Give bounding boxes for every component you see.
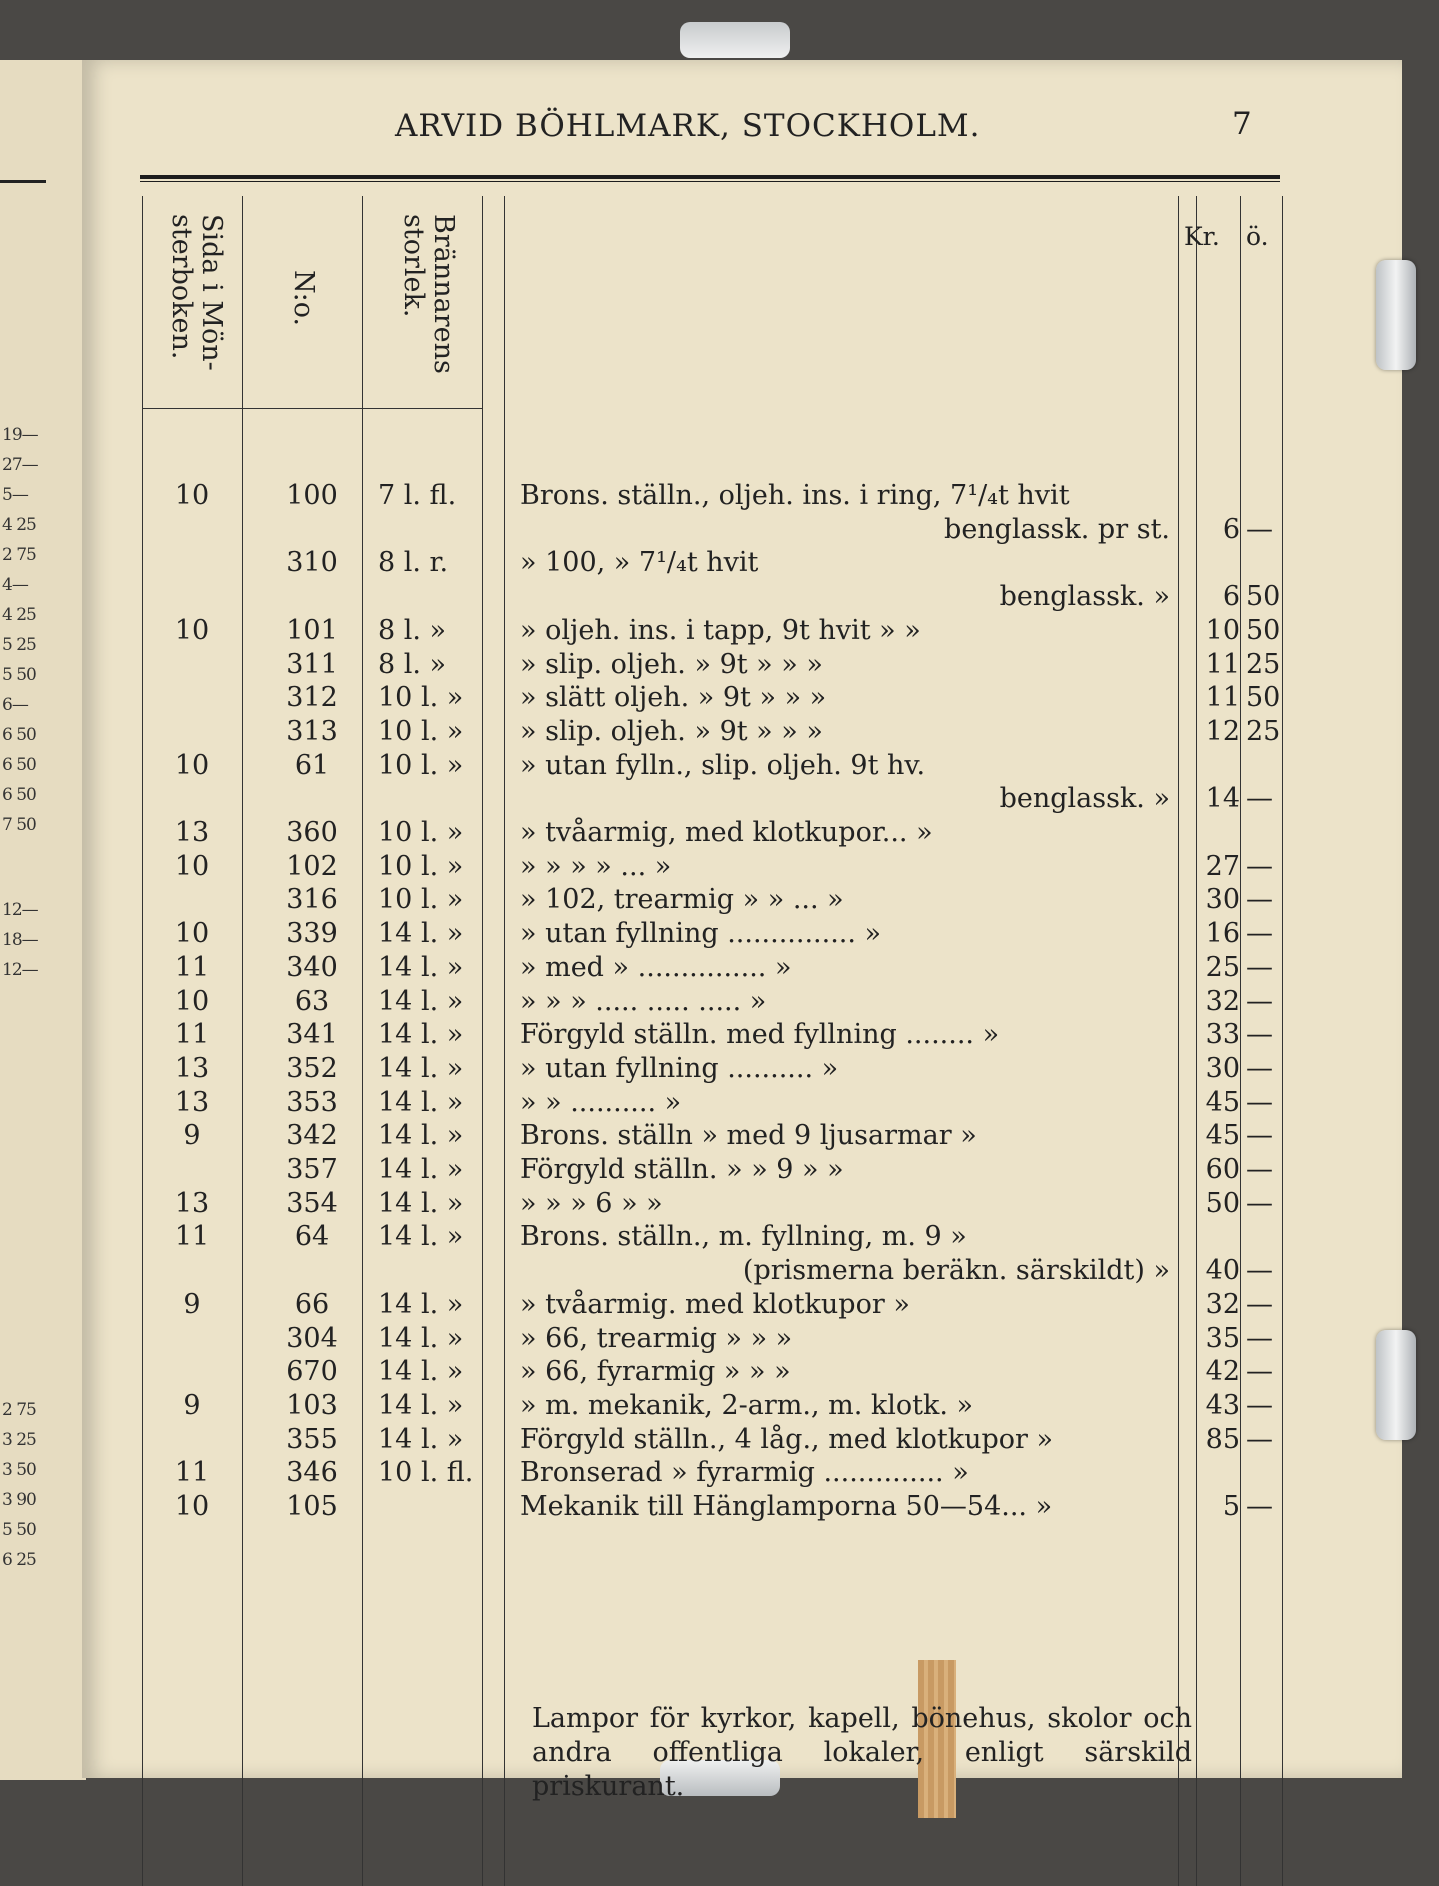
header-rule (140, 175, 1280, 179)
binding-clip-right-bottom (1376, 1330, 1416, 1440)
cell-sida: 13 (174, 1052, 210, 1084)
cell-description: Brons. ställn., oljeh. ins. i ring, 7¹/₄t hvit (520, 480, 1070, 511)
binding-clip-top (680, 22, 790, 58)
cell-nr: 103 (286, 1389, 338, 1421)
cell-sida: 10 (174, 918, 210, 950)
binding-clip-right-top (1376, 260, 1416, 370)
cell-ore: — (1246, 783, 1273, 815)
cell-ore: — (1246, 1491, 1273, 1522)
cell-sida: 13 (174, 1086, 210, 1118)
cell-ore: 25 (1246, 648, 1281, 680)
left-margin-number: 12— (2, 900, 38, 920)
cell-storlek: 14 l. » (378, 1086, 464, 1118)
cell-storlek: 14 l. » (378, 1288, 464, 1320)
cell-nr: 310 (286, 547, 338, 579)
cell-sida: 9 (183, 1120, 201, 1152)
cell-nr: 64 (294, 1221, 330, 1253)
cell-ore: — (1246, 985, 1273, 1017)
column-header-ore: ö. (1246, 222, 1269, 251)
cell-sida: 11 (174, 951, 210, 983)
cell-storlek: 14 l. » (378, 1389, 464, 1421)
cell-kr: 14 (1205, 783, 1240, 815)
cell-description: Förgyld ställn. » » 9 » » (520, 1154, 844, 1185)
left-margin-number: 4— (2, 575, 28, 595)
cell-storlek: 14 l. » (378, 985, 464, 1017)
header-divider (142, 408, 482, 409)
cell-description: Förgyld ställn., 4 låg., med klotkupor » (520, 1423, 1054, 1455)
cell-nr: 357 (286, 1154, 338, 1185)
cell-nr: 354 (286, 1187, 338, 1219)
cell-description: » m. mekanik, 2-arm., m. klotk. » (520, 1389, 974, 1421)
column-divider (504, 196, 505, 1886)
cell-description: benglassk. » (999, 783, 1170, 815)
cell-kr: 30 (1205, 1052, 1240, 1084)
column-divider (1178, 196, 1179, 1886)
cell-kr: 11 (1205, 682, 1240, 714)
cell-description: Bronserad » fyrarmig .............. » (520, 1457, 969, 1489)
cell-kr: 40 (1205, 1255, 1240, 1287)
cell-kr: 6 (1222, 513, 1240, 545)
cell-storlek: 7 l. fl. (378, 480, 457, 511)
column-divider (482, 196, 483, 1886)
cell-storlek: 10 l. » (378, 817, 464, 848)
cell-description: » » » ..... ..... ..... » (520, 985, 767, 1017)
cell-kr: 27 (1205, 850, 1240, 882)
cell-storlek: 10 l. » (378, 850, 464, 882)
left-margin-number: 5 50 (2, 1520, 36, 1540)
cell-ore: — (1246, 1288, 1273, 1320)
column-header-storlek: Brännarens storlek. (398, 214, 459, 374)
cell-nr: 102 (286, 850, 338, 882)
left-margin-number: 5 50 (2, 665, 36, 685)
cell-sida: 9 (183, 1288, 201, 1320)
left-page-rule (0, 180, 46, 183)
cell-ore: — (1246, 1120, 1273, 1152)
left-margin-number: 6 50 (2, 785, 36, 805)
cell-kr: 30 (1205, 884, 1240, 916)
cell-sida: 10 (174, 850, 210, 882)
left-margin-number: 7 50 (2, 815, 36, 835)
cell-kr: 43 (1205, 1389, 1240, 1421)
cell-storlek: 10 l. » (378, 749, 464, 781)
cell-description: » slätt oljeh. » 9t » » » (520, 682, 827, 714)
cell-storlek: 14 l. » (378, 1120, 464, 1152)
column-divider (1240, 196, 1241, 1886)
cell-kr: 11 (1205, 648, 1240, 680)
cell-description: » utan fyllning .......... » (520, 1052, 839, 1084)
cell-ore: 50 (1246, 682, 1281, 714)
cell-nr: 66 (294, 1288, 330, 1320)
left-margin-number: 27— (2, 455, 38, 475)
cell-sida: 10 (174, 480, 210, 511)
cell-kr: 42 (1205, 1356, 1240, 1388)
cell-storlek: 14 l. » (378, 918, 464, 950)
cell-nr: 101 (286, 614, 338, 646)
header-rule-thin (140, 181, 1280, 182)
cell-kr: 35 (1205, 1322, 1240, 1354)
cell-description: » » .......... » (520, 1086, 682, 1118)
cell-nr: 105 (286, 1491, 338, 1522)
cell-description: Brons. ställn » med 9 ljusarmar » (520, 1120, 977, 1152)
column-divider (1196, 196, 1197, 1886)
left-margin-number: 6— (2, 695, 28, 715)
cell-ore: — (1246, 918, 1273, 950)
left-margin-number: 4 25 (2, 605, 36, 625)
column-header-nr: N:o. (288, 270, 319, 327)
cell-sida: 13 (174, 1187, 210, 1219)
cell-ore: — (1246, 1086, 1273, 1118)
cell-storlek: 8 l. » (378, 614, 447, 646)
cell-nr: 63 (294, 985, 330, 1017)
cell-storlek: 14 l. » (378, 1322, 464, 1354)
cell-description: benglassk. pr st. (944, 513, 1170, 545)
cell-description: » slip. oljeh. » 9t » » » (520, 648, 823, 680)
cell-storlek: 14 l. » (378, 1019, 464, 1051)
cell-description: Brons. ställn., m. fyllning, m. 9 » (520, 1221, 967, 1253)
cell-kr: 45 (1205, 1120, 1240, 1152)
cell-nr: 355 (286, 1423, 338, 1455)
cell-kr: 10 (1205, 614, 1240, 646)
cell-ore: — (1246, 1154, 1273, 1185)
cell-ore: — (1246, 1187, 1273, 1219)
cell-nr: 61 (294, 749, 330, 781)
left-margin-number: 4 25 (2, 515, 36, 535)
page-number: 7 (1232, 106, 1252, 142)
left-margin-number: 18— (2, 930, 38, 950)
cell-sida: 11 (174, 1019, 210, 1051)
cell-ore: — (1246, 1052, 1273, 1084)
cell-storlek: 14 l. » (378, 1154, 464, 1185)
cell-nr: 304 (286, 1322, 338, 1354)
cell-storlek: 10 l. » (378, 884, 464, 916)
cell-storlek: 14 l. » (378, 1187, 464, 1219)
left-margin-number: 3 25 (2, 1430, 36, 1450)
left-margin-number: 2 75 (2, 1400, 36, 1420)
cell-description: benglassk. » (999, 581, 1170, 613)
cell-description: » 100, » 7¹/₄t hvit (520, 547, 759, 579)
cell-nr: 360 (286, 817, 338, 848)
cell-sida: 11 (174, 1457, 210, 1489)
left-margin-number: 12— (2, 960, 38, 980)
cell-storlek: 10 l. fl. (378, 1457, 474, 1489)
cell-sida: 13 (174, 817, 210, 848)
cell-description: » 66, trearmig » » » (520, 1322, 793, 1354)
left-margin-number: 3 90 (2, 1490, 36, 1510)
cell-description: » » » » ... » (520, 850, 672, 882)
cell-ore: — (1246, 1019, 1273, 1051)
cell-description: » tvåarmig. med klotkupor » (520, 1288, 910, 1320)
left-margin-number: 5— (2, 485, 28, 505)
column-divider (242, 196, 243, 1886)
cell-description: » oljeh. ins. i tapp, 9t hvit » » (520, 614, 921, 646)
cell-ore: 50 (1246, 581, 1281, 613)
cell-kr: 50 (1205, 1187, 1240, 1219)
cell-nr: 316 (286, 884, 338, 916)
cell-ore: — (1246, 850, 1273, 882)
column-header-kr: Kr. (1184, 222, 1220, 251)
cell-sida: 11 (174, 1221, 210, 1253)
cell-storlek: 14 l. » (378, 1221, 464, 1253)
cell-nr: 352 (286, 1052, 338, 1084)
cell-storlek: 10 l. » (378, 715, 464, 747)
cell-storlek: 14 l. » (378, 951, 464, 983)
cell-ore: 50 (1246, 614, 1281, 646)
cell-sida: 10 (174, 749, 210, 781)
cell-sida: 10 (174, 1491, 210, 1522)
cell-storlek: 8 l. r. (378, 547, 449, 579)
cell-kr: 16 (1205, 918, 1240, 950)
column-divider (362, 196, 363, 1886)
left-margin-number: 5 25 (2, 635, 36, 655)
cell-nr: 353 (286, 1086, 338, 1118)
cell-sida: 10 (174, 985, 210, 1017)
left-margin-number: 2 75 (2, 545, 36, 565)
cell-description: » slip. oljeh. » 9t » » » (520, 715, 823, 747)
column-header-sida: Sida i Mön- sterboken. (166, 214, 227, 371)
cell-sida: 10 (174, 614, 210, 646)
cell-sida: 9 (183, 1389, 201, 1421)
cell-ore: — (1246, 1255, 1273, 1287)
cell-storlek: 8 l. » (378, 648, 447, 680)
cell-description: Förgyld ställn. med fyllning ........ » (520, 1019, 1000, 1051)
footer-note: Lampor för kyrkor, kapell, bönehus, skolor och andra offentliga lokaler, enligt särskild priskurant. (532, 1703, 1192, 1802)
cell-storlek: 14 l. » (378, 1052, 464, 1084)
cell-nr: 341 (286, 1019, 338, 1051)
cell-storlek: 14 l. » (378, 1423, 464, 1455)
cell-ore: — (1246, 1356, 1273, 1388)
page-header-title: ARVID BÖHLMARK, STOCKHOLM. (395, 108, 981, 144)
cell-kr: 25 (1205, 951, 1240, 983)
cell-kr: 32 (1205, 985, 1240, 1017)
cell-kr: 60 (1205, 1154, 1240, 1185)
left-margin-number: 6 25 (2, 1550, 36, 1570)
left-margin-number: 6 50 (2, 755, 36, 775)
cell-ore: — (1246, 951, 1273, 983)
cell-nr: 313 (286, 715, 338, 747)
left-margin-number: 6 50 (2, 725, 36, 745)
cell-description: » 102, trearmig » » ... » (520, 884, 844, 916)
cell-kr: 33 (1205, 1019, 1240, 1051)
cell-description: » » » 6 » » (520, 1187, 663, 1219)
cell-ore: — (1246, 1322, 1273, 1354)
cell-ore: — (1246, 513, 1273, 545)
cell-kr: 5 (1222, 1491, 1240, 1522)
left-margin-number: 19— (2, 425, 38, 445)
cell-nr: 340 (286, 951, 338, 983)
cell-nr: 670 (286, 1356, 338, 1388)
left-page-edge (0, 60, 86, 1780)
cell-storlek: 10 l. » (378, 682, 464, 714)
cell-kr: 85 (1205, 1423, 1240, 1455)
cell-kr: 6 (1222, 581, 1240, 613)
cell-kr: 12 (1205, 715, 1240, 747)
cell-description: » med » ............... » (520, 951, 792, 983)
table-border-left (142, 196, 143, 1886)
cell-ore: — (1246, 1389, 1273, 1421)
cell-ore: — (1246, 1423, 1273, 1455)
cell-description: Mekanik till Hänglamporna 50—54... » (520, 1491, 1053, 1522)
cell-ore: 25 (1246, 715, 1281, 747)
cell-description: » utan fylln., slip. oljeh. 9t hv. (520, 749, 926, 781)
left-margin-number: 3 50 (2, 1460, 36, 1480)
cell-ore: — (1246, 884, 1273, 916)
cell-nr: 312 (286, 682, 338, 714)
cell-kr: 45 (1205, 1086, 1240, 1118)
cell-nr: 311 (286, 648, 338, 680)
cell-nr: 346 (286, 1457, 338, 1489)
cell-description: » 66, fyrarmig » » » (520, 1356, 791, 1388)
cell-description: » utan fyllning ............... » (520, 918, 882, 950)
cell-nr: 100 (286, 480, 338, 511)
cell-kr: 32 (1205, 1288, 1240, 1320)
cell-nr: 339 (286, 918, 338, 950)
cell-description: » tvåarmig, med klotkupor... » (520, 817, 933, 848)
cell-storlek: 14 l. » (378, 1356, 464, 1388)
cell-nr: 342 (286, 1120, 338, 1152)
cell-description: (prismerna beräkn. särskildt) » (742, 1255, 1170, 1287)
